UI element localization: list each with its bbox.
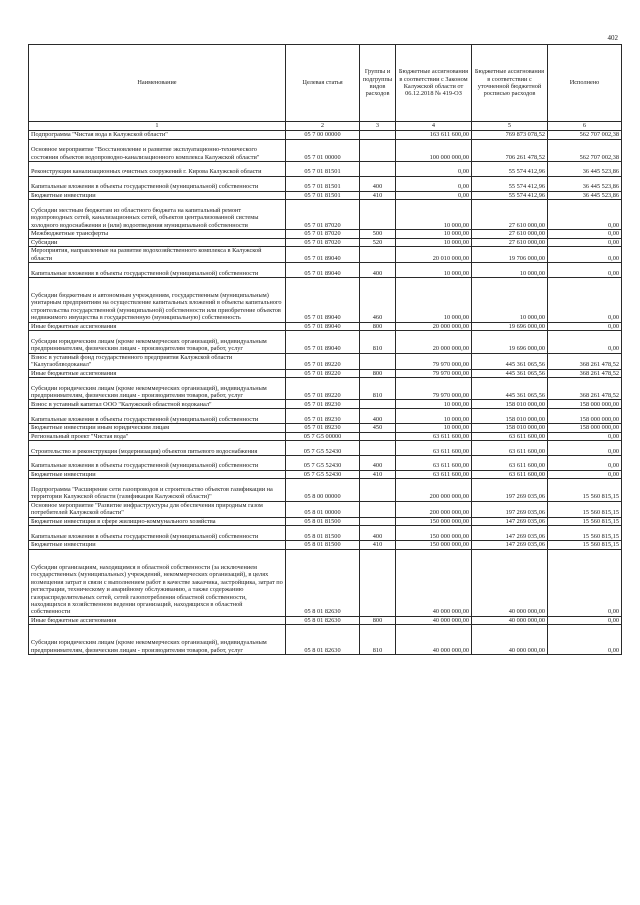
row-name-cell: Капитальные вложения в объекты государственной (муниципальной) собственности [29,456,286,471]
row-refined-amount-cell: 40 000 000,00 [472,625,548,655]
row-name-cell: Капитальные вложения в объекты государственной (муниципальной) собственности [29,526,286,541]
row-name-cell: Бюджетные инвестиции [29,541,286,550]
row-code-cell: 05 7 01 81501 [286,191,360,200]
column-header-refined: Бюджетные ассигнования в соответствии с уточненной бюджетной росписью расходов [472,45,548,122]
row-code-cell: 05 7 G5 52430 [286,456,360,471]
row-group-cell [360,549,396,616]
table-row [29,432,622,441]
row-group-cell: 400 [360,263,396,278]
row-refined-amount-cell: 40 000 000,00 [472,616,548,625]
table-header-row [29,45,622,122]
row-name-cell: Бюджетные инвестиции иным юридическим лицам [29,423,286,432]
row-executed-amount-cell: 15 560 815,15 [548,501,622,517]
row-refined-amount-cell: 158 010 000,00 [472,423,548,432]
row-refined-amount-cell: 706 261 478,52 [472,139,548,161]
row-executed-amount-cell: 562 707 002,38 [548,131,622,140]
row-name-cell: Капитальные вложения в объекты государственной (муниципальной) собственности [29,176,286,191]
row-refined-amount-cell: 769 873 078,52 [472,131,548,140]
row-code-cell: 05 7 01 81501 [286,176,360,191]
row-name-cell: Иные бюджетные ассигнования [29,322,286,331]
row-law-amount-cell: 40 000 000,00 [396,625,472,655]
row-code-cell: 05 8 01 82630 [286,549,360,616]
table-row [29,549,622,616]
row-name-cell: Межбюджетные трансферты [29,230,286,239]
row-law-amount-cell: 63 611 600,00 [396,432,472,441]
row-group-cell [360,441,396,456]
row-name-cell: Бюджетные инвестиции [29,191,286,200]
row-name-cell: Реконструкция канализационных очистных сооружений г. Кирова Калужской области [29,161,286,176]
row-law-amount-cell: 63 611 600,00 [396,456,472,471]
row-code-cell: 05 8 01 82630 [286,616,360,625]
row-code-cell: 05 7 01 89220 [286,369,360,378]
row-group-cell: 810 [360,625,396,655]
row-law-amount-cell: 40 000 000,00 [396,549,472,616]
row-code-cell: 05 7 G5 52430 [286,441,360,456]
column-header-name: Наименование [29,45,286,122]
row-law-amount-cell: 150 000 000,00 [396,541,472,550]
row-group-cell [360,517,396,526]
row-group-cell: 500 [360,230,396,239]
row-executed-amount-cell: 0,00 [548,263,622,278]
row-executed-amount-cell: 0,00 [548,441,622,456]
page-number: 402 [607,34,618,42]
row-law-amount-cell: 20 000 000,00 [396,322,472,331]
row-group-cell: 800 [360,322,396,331]
row-refined-amount-cell: 147 269 035,06 [472,541,548,550]
row-executed-amount-cell: 0,00 [548,278,622,323]
row-law-amount-cell: 63 611 600,00 [396,441,472,456]
row-law-amount-cell: 10 000,00 [396,200,472,230]
row-refined-amount-cell: 63 611 600,00 [472,456,548,471]
table-row [29,200,622,230]
table-row [29,378,622,400]
budget-execution-table [28,44,622,655]
row-group-cell: 400 [360,456,396,471]
row-executed-amount-cell: 36 445 523,86 [548,191,622,200]
column-number: 6 [548,122,622,131]
table-row [29,400,622,409]
row-executed-amount-cell: 36 445 523,86 [548,176,622,191]
table-row [29,616,622,625]
row-group-cell: 410 [360,541,396,550]
row-refined-amount-cell: 27 610 000,00 [472,230,548,239]
row-law-amount-cell: 10 000,00 [396,400,472,409]
row-code-cell: 05 7 00 00000 [286,131,360,140]
row-refined-amount-cell: 27 610 000,00 [472,200,548,230]
row-code-cell: 05 7 01 89220 [286,378,360,400]
row-group-cell: 800 [360,616,396,625]
row-executed-amount-cell: 0,00 [548,230,622,239]
row-executed-amount-cell: 368 261 478,52 [548,369,622,378]
row-refined-amount-cell: 197 269 035,06 [472,501,548,517]
row-name-cell: Субсидии юридическим лицам (кроме некоммерческих организаций), индивидуальным предпринимателям, физическим лицам - производителям товаров, работ, услуг [29,331,286,353]
row-refined-amount-cell: 19 706 000,00 [472,247,548,263]
row-law-amount-cell: 10 000,00 [396,423,472,432]
table-row [29,456,622,471]
row-group-cell [360,400,396,409]
row-refined-amount-cell: 63 611 600,00 [472,441,548,456]
row-law-amount-cell: 100 000 000,00 [396,139,472,161]
row-refined-amount-cell: 40 000 000,00 [472,549,548,616]
row-executed-amount-cell: 0,00 [548,432,622,441]
row-law-amount-cell: 20 010 000,00 [396,247,472,263]
row-code-cell: 05 7 01 89230 [286,423,360,432]
row-law-amount-cell: 150 000 000,00 [396,517,472,526]
row-code-cell: 05 7 01 89230 [286,409,360,424]
row-executed-amount-cell: 368 261 478,52 [548,378,622,400]
row-name-cell: Иные бюджетные ассигнования [29,369,286,378]
row-name-cell: Иные бюджетные ассигнования [29,616,286,625]
row-refined-amount-cell: 27 610 000,00 [472,238,548,247]
row-name-cell: Субсидии юридическим лицам (кроме некоммерческих организаций), индивидуальным предпринимателям, физическим лицам - производителям товаров, работ, услуг [29,625,286,655]
row-code-cell: 05 7 01 89040 [286,247,360,263]
row-group-cell: 450 [360,423,396,432]
table-body [29,131,622,655]
row-group-cell: 520 [360,238,396,247]
row-code-cell: 05 8 01 82630 [286,625,360,655]
row-law-amount-cell: 150 000 000,00 [396,526,472,541]
row-group-cell [360,479,396,501]
table-row [29,131,622,140]
row-executed-amount-cell: 0,00 [548,625,622,655]
row-law-amount-cell: 10 000,00 [396,230,472,239]
row-law-amount-cell: 163 611 600,00 [396,131,472,140]
row-name-cell: Основное мероприятие "Восстановление и развитие эксплуатационно-технического состояния объектов водопроводно-канализационного комплекса Калужской области" [29,139,286,161]
table-row [29,479,622,501]
row-group-cell [360,200,396,230]
row-law-amount-cell: 79 970 000,00 [396,353,472,369]
row-law-amount-cell: 0,00 [396,161,472,176]
row-name-cell: Основное мероприятие "Развитие инфраструктуры для обеспечения природным газом потребителей Калужской области" [29,501,286,517]
row-name-cell: Капитальные вложения в объекты государственной (муниципальной) собственности [29,263,286,278]
row-law-amount-cell: 10 000,00 [396,263,472,278]
row-executed-amount-cell: 158 000 000,00 [548,409,622,424]
table-row [29,322,622,331]
table-row [29,409,622,424]
row-code-cell: 05 7 G5 52430 [286,470,360,479]
row-name-cell: Мероприятия, направленные на развитие водохозяйственного комплекса в Калужской области [29,247,286,263]
row-code-cell: 05 7 01 87020 [286,238,360,247]
row-name-cell: Субсидии бюджетным и автономным учреждениям, государственным (муниципальным) унитарным предприятиям на осуществление капитальных вложений в объекты капитального строительства государственной (муниципальной) собственности или приобретение объектов недвижимого имущества в государственную (муниципальную) собственность [29,278,286,323]
table-row [29,191,622,200]
row-executed-amount-cell: 0,00 [548,238,622,247]
column-number-row [29,122,622,131]
table-row [29,353,622,369]
table-row [29,501,622,517]
row-group-cell: 410 [360,191,396,200]
row-group-cell: 400 [360,526,396,541]
row-name-cell: Субсидии юридическим лицам (кроме некоммерческих организаций), индивидуальным предпринимателям, физическим лицам - производителям товаров, работ, услуг [29,378,286,400]
row-group-cell: 400 [360,176,396,191]
row-executed-amount-cell: 0,00 [548,456,622,471]
row-code-cell: 05 7 01 89220 [286,353,360,369]
table-row [29,526,622,541]
row-refined-amount-cell: 445 361 065,56 [472,378,548,400]
table-row [29,263,622,278]
row-name-cell: Строительство и реконструкция (модернизация) объектов питьевого водоснабжения [29,441,286,456]
column-header-code: Целевая статья [286,45,360,122]
row-executed-amount-cell: 0,00 [548,200,622,230]
row-refined-amount-cell: 55 574 412,96 [472,161,548,176]
column-header-group: Группы и подгруппы видов расходов [360,45,396,122]
row-law-amount-cell: 10 000,00 [396,238,472,247]
row-law-amount-cell: 200 000 000,00 [396,501,472,517]
row-code-cell: 05 8 01 81500 [286,526,360,541]
row-law-amount-cell: 0,00 [396,176,472,191]
row-refined-amount-cell: 10 000,00 [472,278,548,323]
table-row [29,176,622,191]
row-group-cell: 460 [360,278,396,323]
table-row [29,331,622,353]
row-executed-amount-cell: 15 560 815,15 [548,517,622,526]
row-refined-amount-cell: 10 000,00 [472,263,548,278]
row-law-amount-cell: 63 611 600,00 [396,470,472,479]
row-name-cell: Субсидии [29,238,286,247]
table-row [29,541,622,550]
row-refined-amount-cell: 55 574 412,96 [472,191,548,200]
row-code-cell: 05 7 01 89040 [286,331,360,353]
row-refined-amount-cell: 197 269 035,06 [472,479,548,501]
row-group-cell: 410 [360,470,396,479]
row-name-cell: Бюджетные инвестиции в сфере жилищно-коммунального хозяйства [29,517,286,526]
row-executed-amount-cell: 0,00 [548,322,622,331]
row-law-amount-cell: 79 970 000,00 [396,378,472,400]
row-executed-amount-cell: 15 560 815,15 [548,526,622,541]
row-code-cell: 05 8 01 00000 [286,501,360,517]
row-group-cell: 810 [360,331,396,353]
row-executed-amount-cell: 36 445 523,86 [548,161,622,176]
row-refined-amount-cell: 19 696 000,00 [472,331,548,353]
row-name-cell: Подпрограмма "Чистая вода в Калужской области" [29,131,286,140]
row-name-cell: Капитальные вложения в объекты государственной (муниципальной) собственности [29,409,286,424]
table-row [29,139,622,161]
table-row [29,230,622,239]
row-group-cell [360,139,396,161]
row-law-amount-cell: 10 000,00 [396,409,472,424]
row-group-cell [360,161,396,176]
row-code-cell: 05 7 01 00000 [286,139,360,161]
table-row [29,423,622,432]
row-executed-amount-cell: 158 000 000,00 [548,400,622,409]
column-number: 5 [472,122,548,131]
row-group-cell: 400 [360,409,396,424]
row-group-cell [360,247,396,263]
row-code-cell: 05 7 G5 00000 [286,432,360,441]
row-law-amount-cell: 10 000,00 [396,278,472,323]
row-name-cell: Подпрограмма "Расширение сети газопроводов и строительство объектов газификации на территории Калужской области (газификация Калужской области)" [29,479,286,501]
row-code-cell: 05 7 01 87020 [286,200,360,230]
table-row [29,369,622,378]
row-name-cell: Субсидии организациям, находящимся в областной собственности (за исключением государственных (муниципальных) учреждений, некоммерческих организаций), в целях возмещения затрат в связи с выполнением работ в качестве заказчика, застройщика, затрат по регистрации, техническому и аварийному обслуживанию, а также содержанию газораспределительных сетей, сетей газопотребления областной собственности, находящихся в хозяйственном ведении организаций, находящихся в областной собственности [29,549,286,616]
row-executed-amount-cell: 562 707 002,38 [548,139,622,161]
row-group-cell [360,432,396,441]
row-group-cell: 800 [360,369,396,378]
row-name-cell: Региональный проект "Чистая вода" [29,432,286,441]
table-row [29,470,622,479]
row-refined-amount-cell: 19 696 000,00 [472,322,548,331]
column-number: 3 [360,122,396,131]
table-row [29,161,622,176]
row-refined-amount-cell: 445 361 065,56 [472,369,548,378]
row-group-cell [360,131,396,140]
row-executed-amount-cell: 15 560 815,15 [548,479,622,501]
row-executed-amount-cell: 0,00 [548,247,622,263]
row-code-cell: 05 8 01 81500 [286,541,360,550]
row-code-cell: 05 8 01 81500 [286,517,360,526]
row-code-cell: 05 7 01 89040 [286,322,360,331]
row-refined-amount-cell: 63 611 600,00 [472,470,548,479]
row-executed-amount-cell: 158 000 000,00 [548,423,622,432]
row-code-cell: 05 7 01 87020 [286,230,360,239]
row-refined-amount-cell: 55 574 412,96 [472,176,548,191]
row-refined-amount-cell: 158 010 000,00 [472,409,548,424]
row-name-cell: Бюджетные инвестиции [29,470,286,479]
row-law-amount-cell: 20 000 000,00 [396,331,472,353]
row-refined-amount-cell: 158 010 000,00 [472,400,548,409]
row-code-cell: 05 7 01 89040 [286,263,360,278]
row-code-cell: 05 7 01 81501 [286,161,360,176]
row-refined-amount-cell: 147 269 035,06 [472,517,548,526]
column-header-law: Бюджетные ассигнования в соответствии с Законом Калужской области от 06.12.2018 № 419-ОЗ [396,45,472,122]
table-row [29,247,622,263]
row-refined-amount-cell: 63 611 600,00 [472,432,548,441]
row-law-amount-cell: 79 970 000,00 [396,369,472,378]
row-name-cell: Взнос в уставный фонд государственного предприятия Калужской области "Калугаоблводоканал" [29,353,286,369]
column-header-exec: Исполнено [548,45,622,122]
row-executed-amount-cell: 368 261 478,52 [548,353,622,369]
column-number: 2 [286,122,360,131]
row-executed-amount-cell: 0,00 [548,616,622,625]
table-row [29,278,622,323]
row-executed-amount-cell: 0,00 [548,331,622,353]
column-number: 1 [29,122,286,131]
table-row [29,441,622,456]
row-executed-amount-cell: 15 560 815,15 [548,541,622,550]
row-law-amount-cell: 40 000 000,00 [396,616,472,625]
row-name-cell: Субсидии местным бюджетам из областного бюджета на капитальный ремонт водопроводных сетей, канализационных сетей, объектов централизованной системы холодного водоснабжения и (или) водоотведения муниципальной собственности [29,200,286,230]
row-code-cell: 05 7 01 89230 [286,400,360,409]
table-row [29,238,622,247]
row-executed-amount-cell: 0,00 [548,470,622,479]
row-name-cell: Взнос в уставный капитал ООО "Калужский областной водоканал" [29,400,286,409]
row-law-amount-cell: 200 000 000,00 [396,479,472,501]
table-row [29,625,622,655]
row-code-cell: 05 7 01 89040 [286,278,360,323]
row-group-cell: 810 [360,378,396,400]
table-row [29,517,622,526]
row-executed-amount-cell: 0,00 [548,549,622,616]
row-refined-amount-cell: 445 361 065,56 [472,353,548,369]
row-refined-amount-cell: 147 269 035,06 [472,526,548,541]
row-group-cell [360,353,396,369]
row-code-cell: 05 8 00 00000 [286,479,360,501]
row-law-amount-cell: 0,00 [396,191,472,200]
column-number: 4 [396,122,472,131]
row-group-cell [360,501,396,517]
